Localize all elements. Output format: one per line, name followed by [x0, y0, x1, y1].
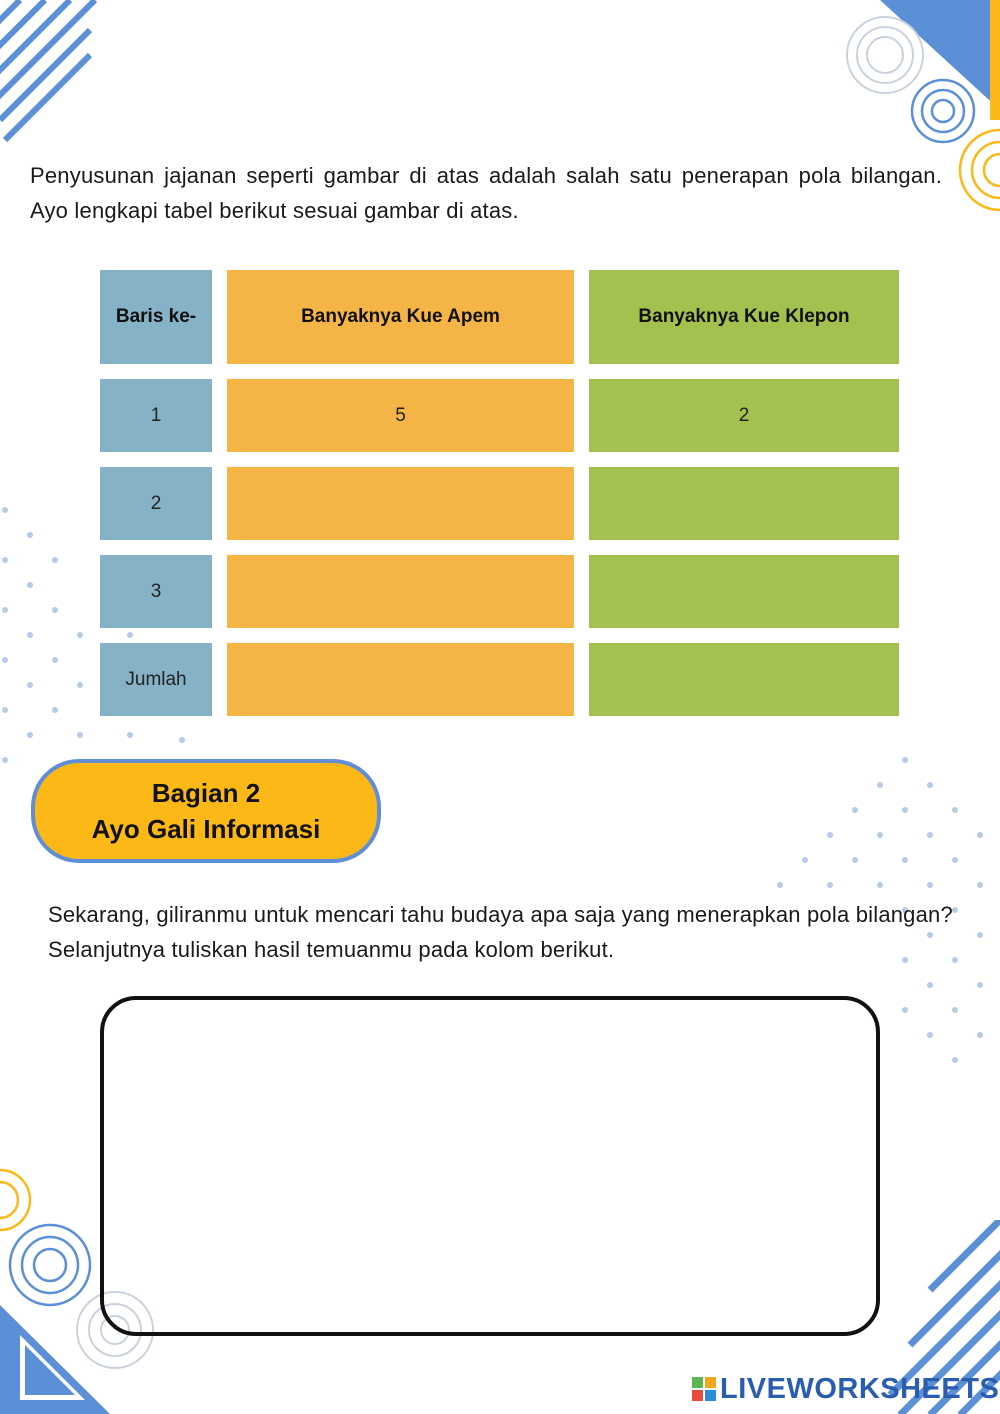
apem-input-cell-total [227, 643, 574, 716]
apem-input-row-2[interactable] [227, 466, 574, 541]
klepon-input-row-2[interactable] [589, 466, 899, 541]
section-heading-pill [31, 759, 381, 863]
apem-input-row-3[interactable] [227, 554, 574, 629]
liveworksheets-brand-text: LIVEWORKSHEETS [720, 1372, 1000, 1405]
row-label-3: 3 [100, 555, 212, 628]
section-instruction-paragraph: Sekarang, giliranmu untuk mencari tahu budaya apa saja yang menerapkan pola bilangan? Selanjutnya tuliskan hasil temuanmu pada kolom berikut. [48, 902, 953, 962]
liveworksheets-logo-icon [692, 1377, 716, 1401]
answer-textarea[interactable] [104, 1000, 876, 1332]
header-row-number: Baris ke- [100, 270, 212, 364]
section-heading-line-2: Ayo Gali Informasi [91, 814, 321, 844]
answer-box [100, 996, 880, 1336]
klepon-input-cell-row-3 [589, 555, 899, 628]
klepon-value-row-1: 2 [589, 379, 899, 452]
klepon-input-total[interactable] [589, 642, 899, 717]
klepon-input-cell-row-2 [589, 467, 899, 540]
apem-value-row-1: 5 [227, 379, 574, 452]
apem-input-cell-row-3 [227, 555, 574, 628]
row-label-2: 2 [100, 467, 212, 540]
header-apem-count: Banyaknya Kue Apem [227, 270, 574, 364]
row-label-total: Jumlah [100, 643, 212, 716]
klepon-input-cell-total [589, 643, 899, 716]
row-label-1: 1 [100, 379, 212, 452]
stripes-top-left-decoration [0, 0, 100, 150]
liveworksheets-branding [692, 1372, 999, 1406]
header-klepon-count: Banyaknya Kue Klepon [589, 270, 899, 364]
apem-input-total[interactable] [227, 642, 574, 717]
section-heading-line-1: Bagian 2 [151, 778, 261, 808]
intro-paragraph: Penyusunan jajanan seperti gambar di atas adalah salah satu penerapan pola bilangan. Ayo lengkapi tabel berikut sesuai gambar di atas. [30, 163, 942, 223]
dots-left-decoration [0, 500, 200, 770]
apem-input-cell-row-2 [227, 467, 574, 540]
klepon-input-row-3[interactable] [589, 554, 899, 629]
